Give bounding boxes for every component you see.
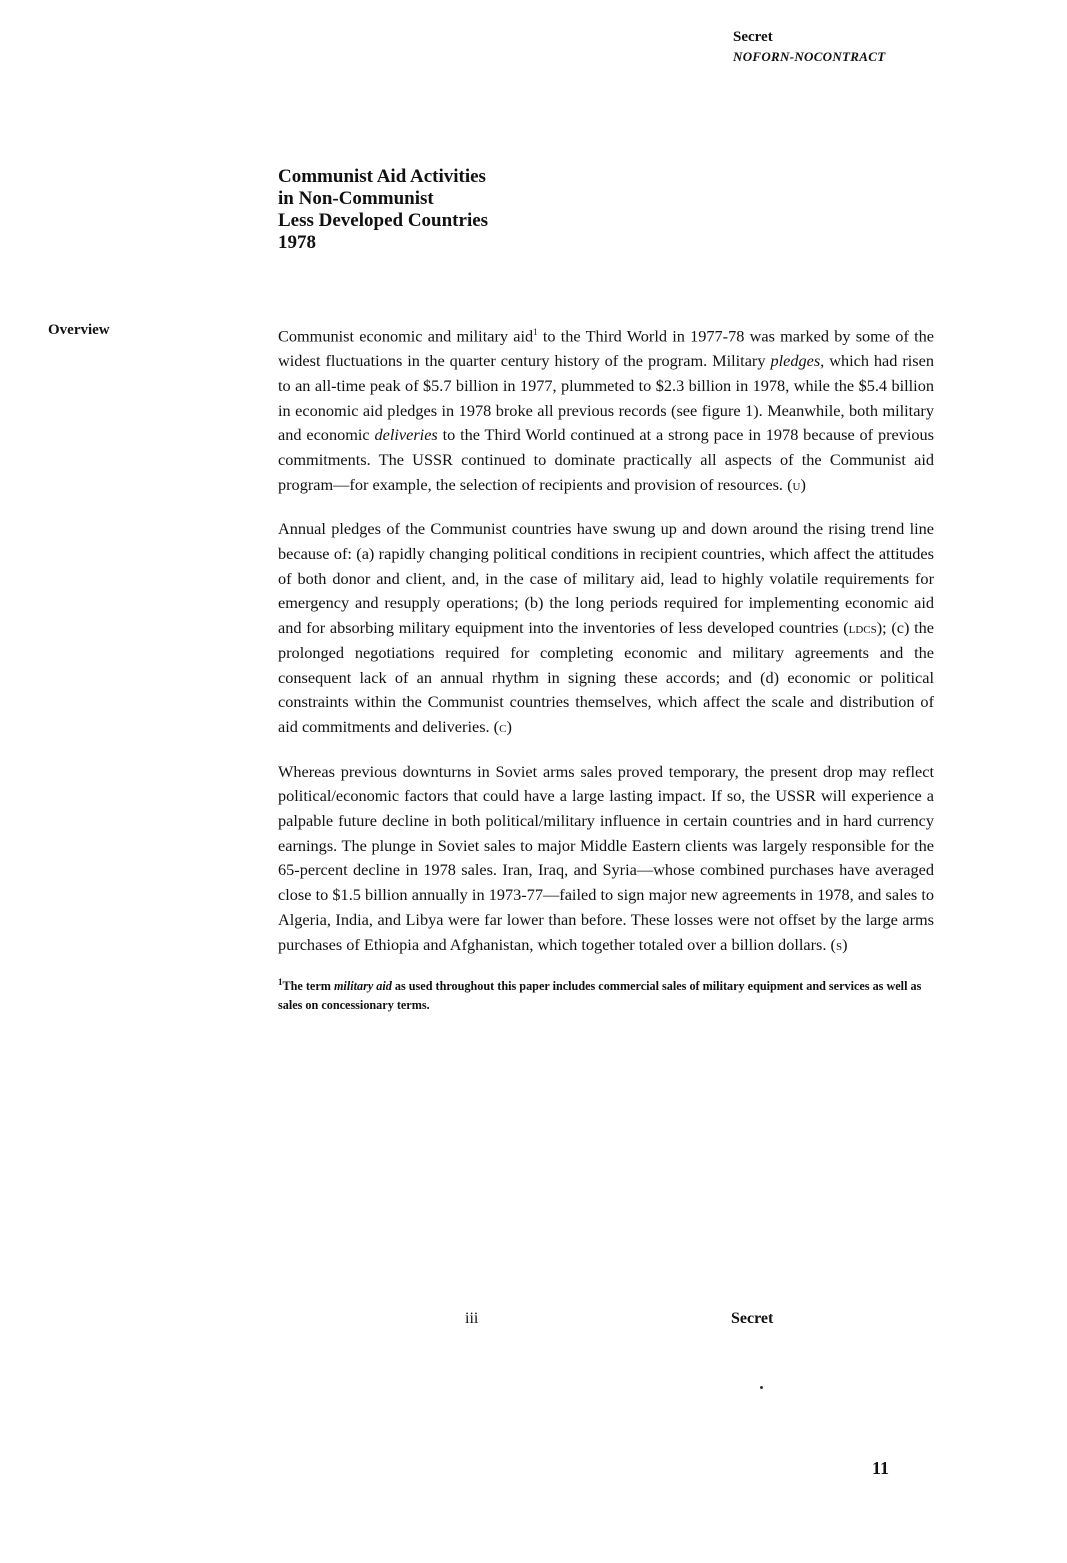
text-run: ) (506, 716, 512, 736)
emphasis: pledges, (770, 351, 825, 371)
text-run: Communist economic and military aid (278, 326, 534, 346)
page-number: 11 (872, 1458, 890, 1478)
emphasis: military aid (333, 979, 392, 994)
footer-classification: Secret (731, 1310, 774, 1327)
text-run: ); (c) the prolonged negotiations required for completing economic and military agreements and the consequent lack of an annual rhythm in signing these accords; and (d) economic or political constraints within the Communist countries themselves, which affect the scale and distribution of aid commitments and deliveries. ( (278, 618, 935, 736)
paragraph-2 (278, 517, 934, 739)
title-line: Communist Aid Activities (278, 166, 486, 187)
footnote-reference: 1 (533, 327, 538, 337)
document-title (278, 166, 488, 254)
scan-speck (760, 1386, 763, 1389)
classification-marking: c (499, 716, 507, 736)
abbreviation: ldcs (848, 618, 877, 638)
title-line: 1978 (278, 232, 316, 253)
paragraph-1 (278, 320, 934, 497)
text-run: to the Third World in 1977-78 was marked by some of the widest fluctuations in the quarter century history of the program. Military (278, 326, 934, 371)
classification-label: Secret (733, 29, 773, 45)
classification-header (733, 28, 885, 66)
classification-marking: s (835, 934, 843, 954)
text-run: which had risen to an all-time peak of $5.7 billion in 1977, plummeted to $2.3 billion in 1978, while the $5.4 billion in economic aid pledges in 1978 broke all previous records (see figure 1). Meanwhile, both military and economic (278, 351, 935, 445)
dissemination-caveat: NOFORN-NOCONTRACT (733, 49, 886, 64)
classification-marking: u (792, 474, 801, 494)
title-line: Less Developed Countries (278, 210, 489, 231)
footnote-marker: 1 (278, 977, 283, 988)
paragraph-3 (278, 760, 934, 958)
page-number-roman: iii (465, 1310, 479, 1327)
text-run: Whereas previous downturns in Soviet arms sales proved temporary, the present drop may reflect political/economic factors that could have a large lasting impact. If so, the USSR will experience a palpable future decline in both political/military influence in certain countries and in hard currency earnings. The plunge in Soviet sales to major Middle Eastern clients was largely responsible for the 65-percent decline in 1978 sales. Iran, Iraq, and Syria—whose combined purchases have averaged close to $1.5 billion annually in 1973-77—failed to sign major new agreements in 1978, and sales to Algeria, India, and Libya were far lower than before. These losses were not offset by the large arms purchases of Ethiopia and Afghanistan, which together totaled over a billion dollars. ( (278, 761, 934, 954)
body-text (278, 320, 934, 1015)
text-run: ) (800, 474, 806, 494)
text-run: Annual pledges of the Communist countries have swung up and down around the rising trend line because of: (a) rapidly changing political conditions in recipient countries, which affect the attitudes of both donor and client, and, in the case of military aid, lead to highly volatile requirements for emergency and resupply operations; (b) the long periods required for implementing economic aid and for absorbing military equipment into the inventories of less developed countries ( (278, 519, 934, 638)
text-run: as used throughout this paper includes commercial sales of military equipment and services as well as sales on concessionary terms. (278, 979, 922, 1013)
emphasis: deliveries (374, 425, 438, 445)
text-run: ) (842, 934, 848, 954)
text-run: The term (282, 979, 334, 994)
section-heading: Overview (48, 322, 110, 338)
footnote (278, 973, 934, 1015)
text-run: to the Third World continued at a strong pace in 1978 because of previous commitments. The USSR continued to dominate practically all aspects of the Communist aid program—for example, the selection of recipients and provision of resources. ( (278, 425, 935, 494)
title-line: in Non-Communist (278, 188, 434, 209)
